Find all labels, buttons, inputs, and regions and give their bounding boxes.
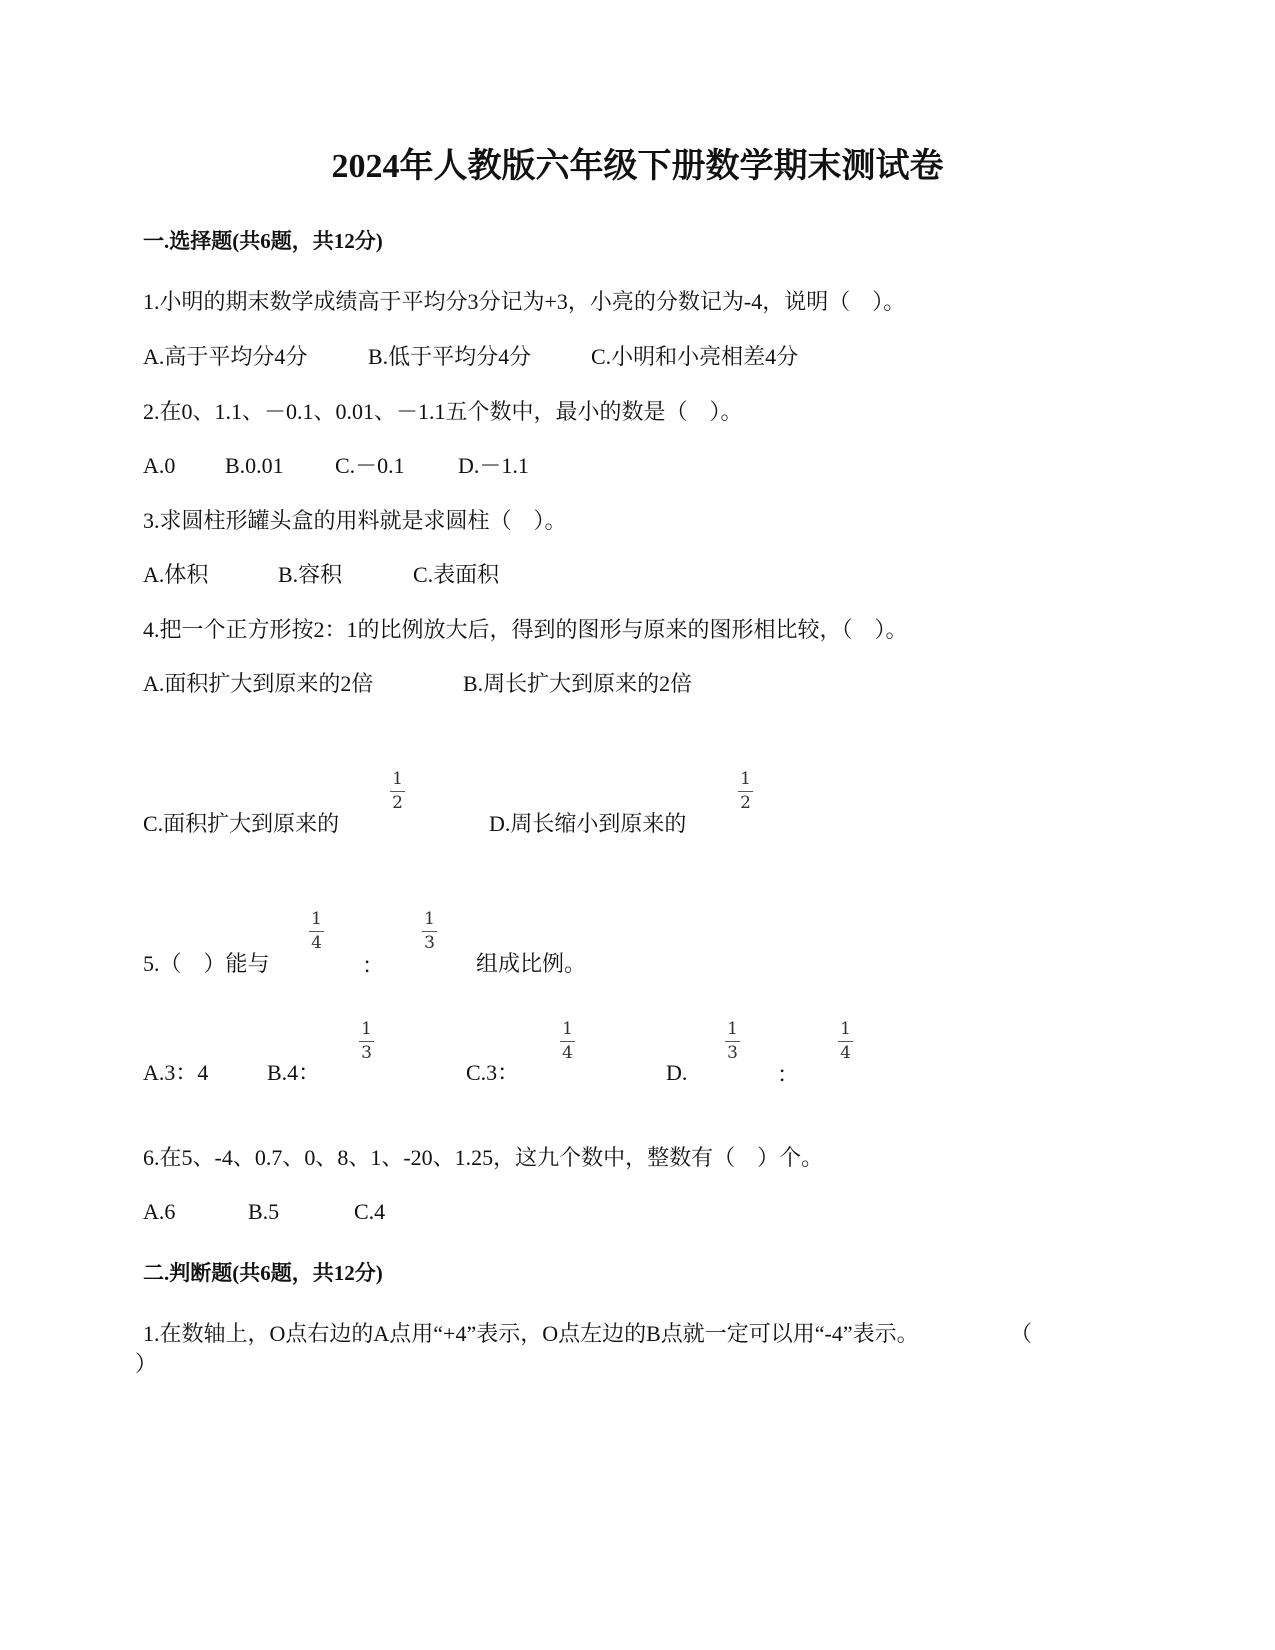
fraction: 1 3 <box>422 910 437 953</box>
fraction: 1 2 <box>390 770 405 813</box>
colon: ： <box>362 953 385 978</box>
judgement-question-1: 1.在数轴上，O点右边的A点用“+4”表示，O点左边的B点就一定可以用“-4”表示。 <box>143 1321 919 1346</box>
question-3: 3.求圆柱形罐头盒的用料就是求圆柱（ ）。 <box>143 508 567 533</box>
section-heading-judgement: 二.判断题(共6题，共12分) <box>143 1261 383 1285</box>
option: C.－0.1 <box>335 453 405 478</box>
question-5-end: 组成比例。 <box>476 951 587 976</box>
option: B.5 <box>248 1199 280 1224</box>
option: B.4： <box>267 1060 321 1085</box>
option: C.4 <box>354 1199 386 1224</box>
fraction: 1 3 <box>359 1020 374 1063</box>
option: C.面积扩大到原来的 <box>143 811 340 836</box>
option: C.3： <box>466 1060 520 1085</box>
question-2: 2.在0、1.1、－0.1、0.01、－1.1五个数中，最小的数是（ ）。 <box>143 399 743 424</box>
question-1: 1.小明的期末数学成绩高于平均分3分记为+3，小亮的分数记为-4，说明（ ）。 <box>143 289 906 314</box>
question-5: 5.（ ）能与 <box>143 951 270 976</box>
option: A.3：4 <box>143 1060 209 1085</box>
section-heading-choice: 一.选择题(共6题，共12分) <box>143 229 383 253</box>
option: B.容积 <box>278 562 343 587</box>
page-title: 2024年人教版六年级下册数学期末测试卷 <box>331 148 944 185</box>
option: B.0.01 <box>225 453 284 478</box>
fraction: 1 4 <box>838 1020 853 1063</box>
fraction: 1 3 <box>725 1020 740 1063</box>
option: B.周长扩大到原来的2倍 <box>463 671 693 696</box>
option: A.体积 <box>143 562 209 587</box>
option: D. <box>666 1060 688 1085</box>
option: A.0 <box>143 453 176 478</box>
question-4: 4.把一个正方形按2：1的比例放大后，得到的图形与原来的图形相比较，（ ）。 <box>143 617 908 642</box>
option: D.－1.1 <box>458 453 529 478</box>
option: A.6 <box>143 1199 176 1224</box>
fraction: 1 2 <box>738 770 753 813</box>
option: B.低于平均分4分 <box>368 344 532 369</box>
option: C.表面积 <box>413 562 500 587</box>
option: A.面积扩大到原来的2倍 <box>143 671 374 696</box>
fraction: 1 4 <box>560 1020 575 1063</box>
option: C.小明和小亮相差4分 <box>591 344 799 369</box>
answer-paren-close: ） <box>135 1351 158 1376</box>
answer-paren-open: （ <box>1010 1321 1033 1346</box>
option: A.高于平均分4分 <box>143 344 308 369</box>
colon: ： <box>777 1062 800 1087</box>
question-6: 6.在5、-4、0.7、0、8、1、-20、1.25，这九个数中，整数有（ ）个。 <box>143 1145 824 1170</box>
fraction: 1 4 <box>309 910 324 953</box>
option: D.周长缩小到原来的 <box>489 811 687 836</box>
